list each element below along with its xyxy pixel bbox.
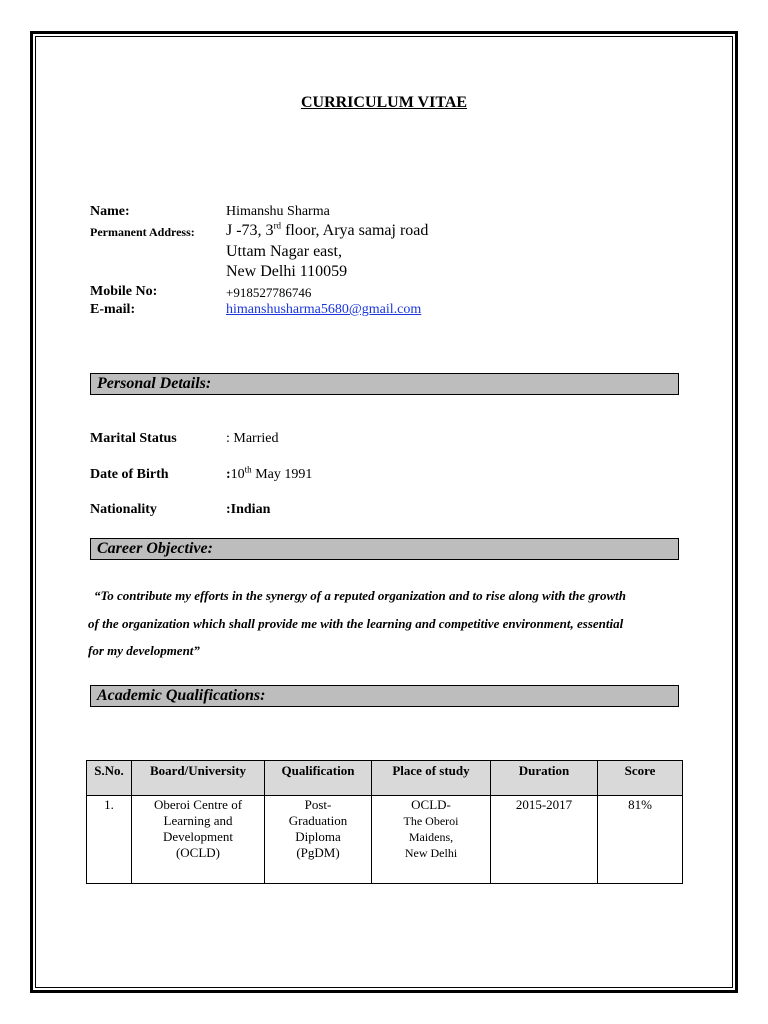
qualification-line: Post- [304, 797, 332, 812]
table-header-row [87, 761, 683, 796]
col-duration-header: Duration [491, 761, 598, 796]
table-row [87, 796, 683, 884]
board-line: Development [162, 829, 234, 844]
address-line-1-post: floor, Arya samaj road [281, 222, 429, 239]
nationality-value [226, 502, 270, 518]
cell-sno: 1. [87, 796, 132, 884]
objective-line-3: for my development” [88, 643, 200, 658]
career-objective-heading-bar [90, 538, 679, 560]
address-line-1-pre: J -73, 3 [226, 222, 274, 239]
cell-qualification [265, 796, 372, 884]
address-line-3: New Delhi 110059 [226, 263, 348, 280]
nationality-label: Nationality [90, 502, 157, 517]
col-place-header: Place of study [372, 761, 491, 796]
dob-value [226, 464, 313, 483]
qualification-line: (PgDM) [296, 845, 340, 860]
address-label: Permanent Address: [90, 225, 195, 239]
name-value: Himanshu Sharma [226, 204, 330, 219]
name-label: Name: [90, 204, 130, 219]
place-line: New Delhi [404, 846, 458, 860]
career-objective-text [88, 582, 712, 665]
mobile-value: +918527786746 [226, 285, 312, 300]
qualification-line: Diploma [295, 829, 341, 844]
board-line: Oberoi Centre of [153, 797, 243, 812]
mobile-label: Mobile No: [90, 284, 158, 299]
dob-label: Date of Birth [90, 467, 169, 482]
dob-day: 10 [230, 467, 245, 482]
dob-rest: May 1991 [251, 467, 313, 482]
col-score-header: Score [598, 761, 683, 796]
col-board-header: Board/University [132, 761, 265, 796]
marital-status-label: Marital Status [90, 431, 177, 446]
address-line-1 [226, 222, 428, 240]
career-objective-heading: Career Objective: [97, 540, 213, 557]
col-qualification-header: Qualification [265, 761, 372, 796]
personal-details-heading: Personal Details: [97, 375, 212, 392]
email-label: E-mail: [90, 302, 136, 317]
document-title: CURRICULUM VITAE [300, 94, 468, 111]
email-link[interactable]: himanshusharma5680@gmail.com [226, 302, 422, 317]
place-line: Maidens, [408, 830, 454, 844]
dob-prefix: : [226, 467, 231, 482]
marital-status-value: : Married [226, 431, 279, 446]
place-line: OCLD- [411, 797, 451, 812]
board-line: (OCLD) [175, 845, 221, 860]
cell-duration: 2015-2017 [491, 796, 598, 884]
personal-details-heading-bar [90, 373, 679, 395]
board-line: Learning and [163, 813, 233, 828]
qualification-line: Graduation [288, 813, 348, 828]
col-sno-header: S.No. [87, 761, 132, 796]
objective-line-2: of the organization which shall provide me with the learning and competitive environment, essential [88, 615, 624, 631]
academic-table [86, 760, 683, 884]
nationality-text: :Indian [226, 502, 271, 517]
cell-score: 81% [598, 796, 683, 884]
address-line-2: Uttam Nagar east, [226, 243, 342, 260]
address-line-1-sup: rd [273, 220, 282, 231]
dob-sup: th [244, 464, 252, 475]
academic-qualifications-heading-bar [90, 685, 679, 707]
place-line: The Oberoi [403, 814, 459, 828]
objective-line-1: “To contribute my efforts in the synergy of a reputed organization and to rise along with the growth [94, 588, 626, 603]
academic-qualifications-heading: Academic Qualifications: [97, 687, 266, 704]
cell-place [372, 796, 491, 884]
cell-board [132, 796, 265, 884]
